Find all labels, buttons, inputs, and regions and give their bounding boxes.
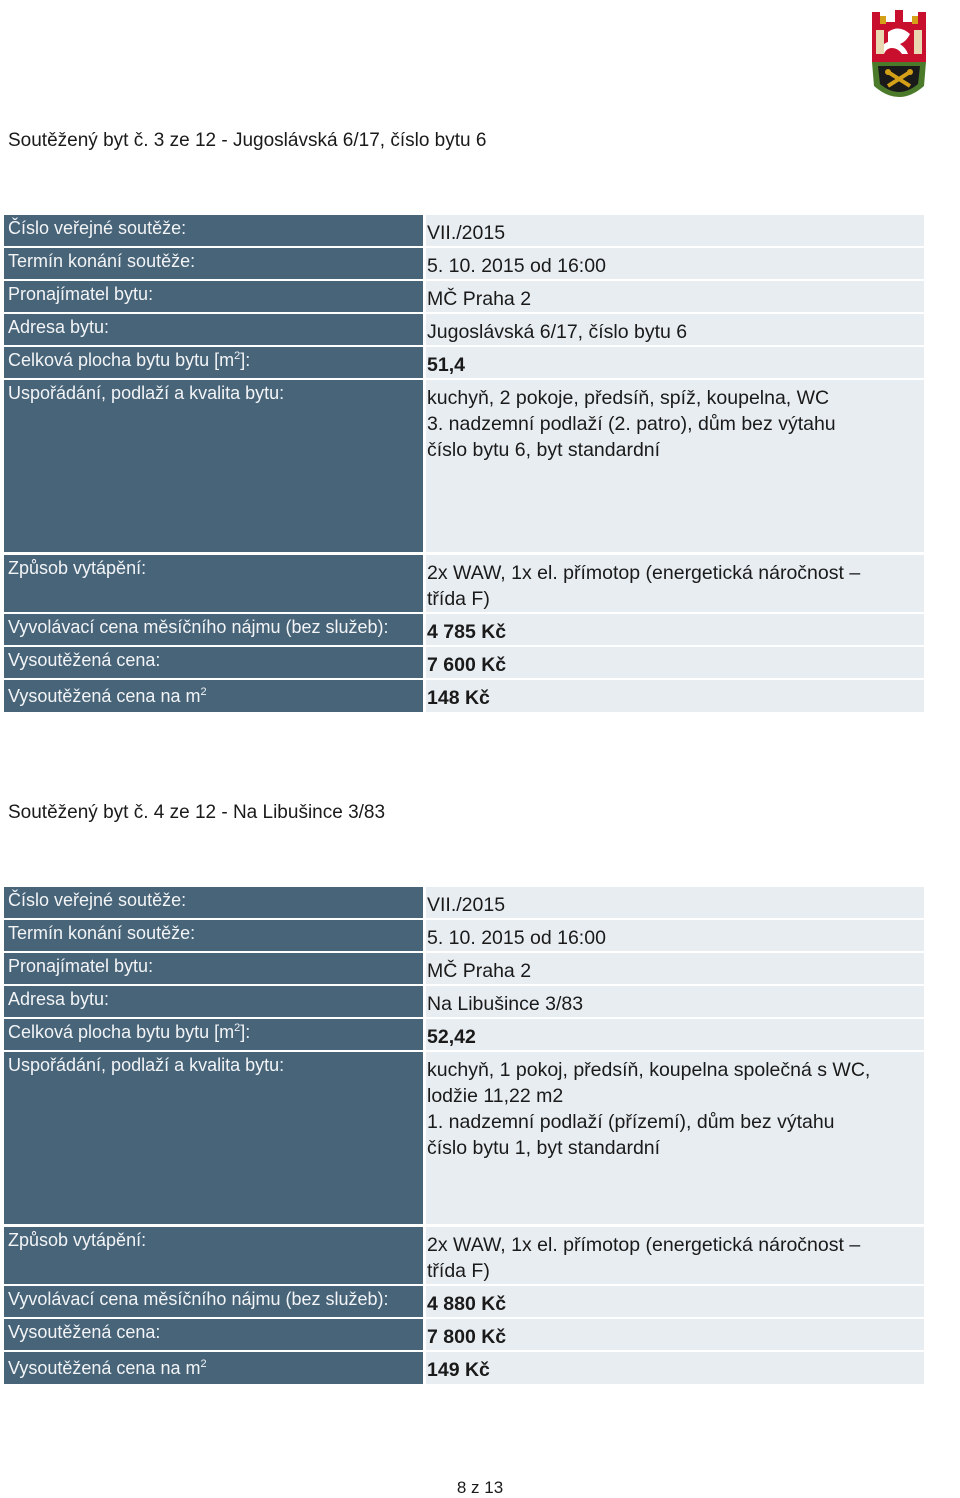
usporadani-line: číslo bytu 1, byt standardní (427, 1137, 661, 1159)
usporadani-line: 3. nadzemní podlaží (2. patro), dům bez výtahu (427, 413, 836, 435)
label-usporadani: Uspořádání, podlaží a kvalita bytu: (4, 380, 423, 552)
row-usporadani (4, 1052, 924, 1224)
value-usporadani (426, 1052, 924, 1224)
apartment-table-1 (4, 215, 924, 712)
row-cislo-souteze (4, 215, 924, 246)
usporadani-line: lodžie 11,22 m2 (427, 1085, 564, 1107)
value-usporadani (426, 380, 924, 552)
label-cislo-souteze: Číslo veřejné soutěže: (4, 887, 423, 918)
row-vyvolavaci-cena (4, 1286, 924, 1317)
value-cena-m2: 148 Kč (426, 680, 924, 712)
value-vysoutezena-cena: 7 600 Kč (426, 647, 924, 678)
row-adresa (4, 986, 924, 1017)
value-termin: 5. 10. 2015 od 16:00 (426, 248, 924, 279)
row-plocha (4, 347, 924, 378)
value-vysoutezena-cena: 7 800 Kč (426, 1319, 924, 1350)
row-vysoutezena-cena (4, 1319, 924, 1350)
label-vysoutezena-cena: Vysoutěžená cena: (4, 647, 423, 678)
row-vyvolavaci-cena (4, 614, 924, 645)
label-vyvolavaci-cena: Vyvolávací cena měsíčního nájmu (bez služeb): (4, 614, 423, 645)
label-plocha-text: Celková plocha bytu bytu [m (8, 350, 235, 370)
row-cislo-souteze (4, 887, 924, 918)
vytapeni-line: třída F) (427, 588, 490, 610)
value-cena-m2: 149 Kč (426, 1352, 924, 1384)
label-cena-m2-text: Vysoutěžená cena na m (8, 1358, 201, 1378)
value-pronajimatel: MČ Praha 2 (426, 953, 924, 984)
value-pronajimatel: MČ Praha 2 (426, 281, 924, 312)
value-vyvolavaci-cena: 4 785 Kč (426, 614, 924, 645)
row-termin (4, 248, 924, 279)
row-adresa (4, 314, 924, 345)
label-plocha-suffix: ]: (240, 1022, 251, 1042)
value-termin: 5. 10. 2015 od 16:00 (426, 920, 924, 951)
label-termin: Termín konání soutěže: (4, 248, 423, 279)
value-plocha: 51,4 (426, 347, 924, 378)
vytapeni-line: 2x WAW, 1x el. přímotop (energetická náročnost – (427, 562, 861, 584)
row-usporadani (4, 380, 924, 552)
row-cena-m2 (4, 1352, 924, 1384)
row-plocha (4, 1019, 924, 1050)
row-pronajimatel (4, 953, 924, 984)
row-vysoutezena-cena (4, 647, 924, 678)
label-adresa: Adresa bytu: (4, 986, 423, 1017)
label-plocha-text: Celková plocha bytu bytu [m (8, 1022, 235, 1042)
row-termin (4, 920, 924, 951)
value-cislo-souteze: VII./2015 (426, 215, 924, 246)
row-vytapeni (4, 1227, 924, 1284)
value-adresa: Jugoslávská 6/17, číslo bytu 6 (426, 314, 924, 345)
superscript: 2 (200, 1358, 207, 1370)
usporadani-line: číslo bytu 6, byt standardní (427, 439, 661, 461)
vytapeni-line: 2x WAW, 1x el. přímotop (energetická náročnost – (427, 1234, 861, 1256)
label-plocha (4, 1019, 423, 1050)
usporadani-line: kuchyň, 2 pokoje, předsíň, spíž, koupelna, WC (427, 387, 830, 409)
section-title: Soutěžený byt č. 4 ze 12 - Na Libušince 3/83 (8, 802, 386, 823)
value-vyvolavaci-cena: 4 880 Kč (426, 1286, 924, 1317)
superscript: 2 (234, 1022, 241, 1034)
superscript: 2 (234, 350, 241, 362)
label-usporadani: Uspořádání, podlaží a kvalita bytu: (4, 1052, 423, 1224)
value-cislo-souteze: VII./2015 (426, 887, 924, 918)
value-vytapeni (426, 555, 924, 612)
label-cena-m2 (4, 680, 423, 712)
label-plocha (4, 347, 423, 378)
page-number: 8 z 13 (456, 1478, 504, 1497)
label-vytapeni: Způsob vytápění: (4, 1227, 423, 1284)
usporadani-line: kuchyň, 1 pokoj, předsíň, koupelna společná s WC, (427, 1059, 871, 1081)
row-vytapeni (4, 555, 924, 612)
label-vysoutezena-cena: Vysoutěžená cena: (4, 1319, 423, 1350)
value-vytapeni (426, 1227, 924, 1284)
value-adresa: Na Libušince 3/83 (426, 986, 924, 1017)
row-pronajimatel (4, 281, 924, 312)
vytapeni-line: třída F) (427, 1260, 490, 1282)
label-pronajimatel: Pronajímatel bytu: (4, 281, 423, 312)
label-pronajimatel: Pronajímatel bytu: (4, 953, 423, 984)
apartment-table-2 (4, 887, 924, 1384)
label-termin: Termín konání soutěže: (4, 920, 423, 951)
label-vytapeni: Způsob vytápění: (4, 555, 423, 612)
label-cena-m2-text: Vysoutěžená cena na m (8, 686, 201, 706)
label-plocha-suffix: ]: (240, 350, 251, 370)
label-cislo-souteze: Číslo veřejné soutěže: (4, 215, 423, 246)
praha-2-coat-of-arms-icon (868, 8, 930, 108)
label-cena-m2 (4, 1352, 423, 1384)
label-adresa: Adresa bytu: (4, 314, 423, 345)
value-plocha: 52,42 (426, 1019, 924, 1050)
section-title: Soutěžený byt č. 3 ze 12 - Jugoslávská 6/17, číslo bytu 6 (8, 130, 487, 151)
row-cena-m2 (4, 680, 924, 712)
superscript: 2 (200, 686, 207, 698)
label-vyvolavaci-cena: Vyvolávací cena měsíčního nájmu (bez služeb): (4, 1286, 423, 1317)
usporadani-line: 1. nadzemní podlaží (přízemí), dům bez výtahu (427, 1111, 835, 1133)
